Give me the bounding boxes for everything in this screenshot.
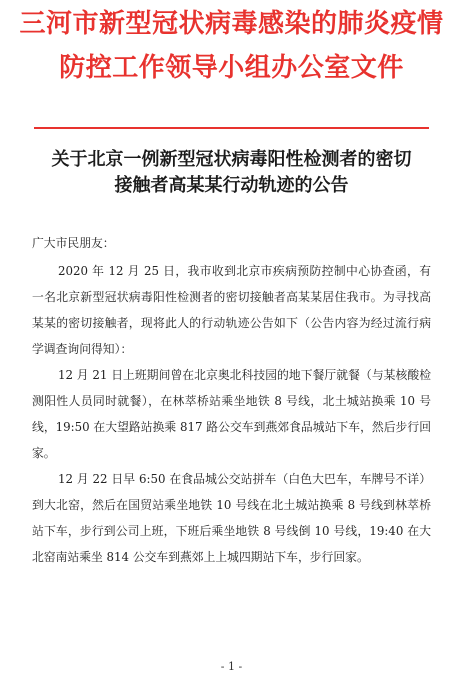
salutation: 广大市民朋友： (32, 236, 115, 250)
header-line-1: 三河市新型冠状病毒感染的肺炎疫情 (19, 9, 444, 39)
title-line-1: 关于北京一例新型冠状病毒阳性检测者的密切 (51, 149, 412, 170)
document-header (0, 6, 463, 86)
paragraph-3: 12 月 22 日早 6:50 在食品城公交站拼车（白色大巴车，车牌号不详）到大北窑，然后在国贸站乘坐地铁 10 号线在北土城站换乘 8 号线到林萃桥站下车，步行到公司上班，下班后乘坐地铁 8 号线倒 10 号线，19:40 在大北窑南站乘坐 814 公交车到燕郊上上城四期站下车，步行回家。 (32, 472, 431, 564)
document-body (32, 230, 431, 570)
header-line-2: 防控工作领导小组办公室文件 (59, 53, 404, 83)
paragraph-2: 12 月 21 日上班期间曾在北京奥北科技园的地下餐厅就餐（与某核酸检测阳性人员同时就餐），在林萃桥站乘坐地铁 8 号线，北土城站换乘 10 号线，19:50 在大望路站换乘 817 路公交车到燕郊食品城站下车，然后步行回家。 (32, 368, 431, 460)
paragraph-1: 2020 年 12 月 25 日，我市收到北京市疾病预防控制中心协查函，有一名北京新型冠状病毒阳性检测者的密切接触者高某某居住我市。为寻找高某某的密切接触者，现将此人的行动轨迹公告如下（公告内容为经过流行病学调查询问得知）： (32, 264, 431, 356)
document-title (0, 147, 463, 199)
title-line-2: 接触者高某某行动轨迹的公告 (114, 175, 349, 196)
page-number: - 1 - (220, 660, 243, 673)
header-divider (34, 127, 429, 129)
